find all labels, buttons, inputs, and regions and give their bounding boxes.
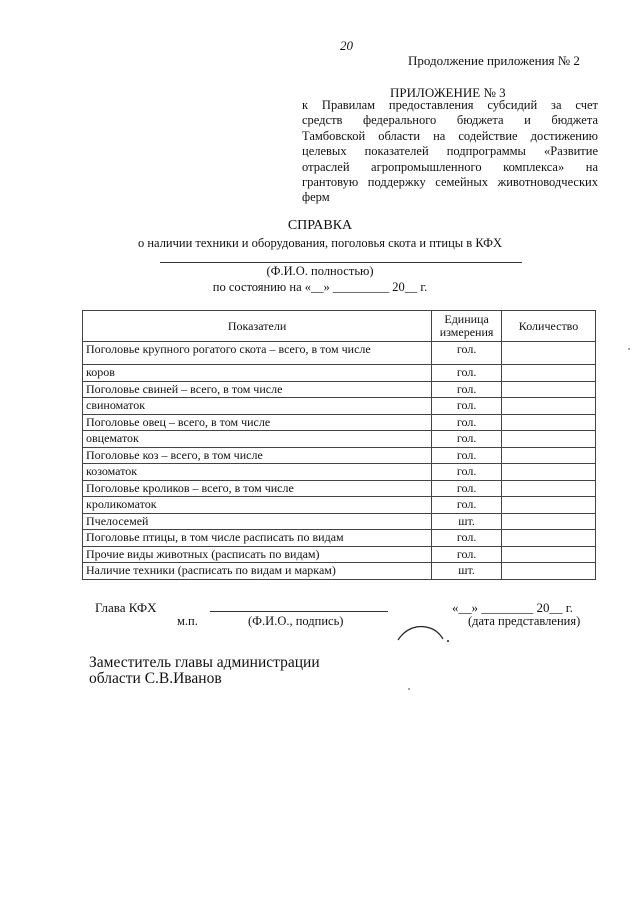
indicator-cell: кроликоматок	[83, 497, 432, 514]
indicator-cell: Наличие техники (расписать по видам и маркам)	[83, 563, 432, 580]
indicator-cell: Поголовье коз – всего, в том числе	[83, 447, 432, 464]
unit-cell: гол.	[432, 431, 502, 448]
reference-title: СПРАВКА	[287, 218, 353, 233]
quantity-cell	[502, 513, 596, 530]
head-label: Глава КФХ	[95, 600, 157, 615]
quantity-cell	[502, 480, 596, 497]
scan-speck	[628, 348, 630, 350]
appendix-line: грантовую поддержку семейных животноводческих	[302, 175, 598, 190]
unit-cell: гол.	[432, 464, 502, 481]
table-row	[83, 447, 596, 464]
indicator-cell: коров	[83, 365, 432, 382]
header-quantity: Количество	[502, 311, 596, 342]
quantity-cell	[502, 342, 596, 365]
appendix-line: целевых показателей подпрограммы «Развитие	[302, 144, 598, 159]
stamp-place-label: м.п.	[177, 614, 198, 628]
page-number: 20	[340, 38, 353, 53]
table-row	[83, 342, 596, 365]
table-row	[83, 497, 596, 514]
deputy-name: области С.В.Иванов	[89, 670, 222, 687]
submission-date-caption: (дата представления)	[468, 614, 581, 628]
deputy-title: Заместитель главы администрации	[89, 654, 320, 671]
indicator-cell: Поголовье свиней – всего, в том числе	[83, 381, 432, 398]
table-row	[83, 464, 596, 481]
table-body	[83, 342, 596, 580]
as-of-date-line: по состоянию на «__» _________ 20__ г.	[212, 280, 428, 294]
quantity-cell	[502, 398, 596, 415]
header-indicator: Показатели	[83, 311, 432, 342]
table-row	[83, 563, 596, 580]
table-row	[83, 381, 596, 398]
appendix-line: средств федерального бюджета и бюджета	[302, 113, 598, 128]
unit-cell: гол.	[432, 342, 502, 365]
fio-fill-line	[160, 262, 522, 263]
unit-cell: гол.	[432, 365, 502, 382]
quantity-cell	[502, 447, 596, 464]
continuation-label: Продолжение приложения № 2	[408, 53, 580, 68]
appendix-line: ферм	[302, 190, 330, 205]
signature-caption: (Ф.И.О., подпись)	[248, 614, 344, 628]
indicator-cell: свиноматок	[83, 398, 432, 415]
appendix-text	[302, 98, 598, 206]
header-unit: Единица измерения	[432, 311, 502, 342]
table-row	[83, 414, 596, 431]
quantity-cell	[502, 365, 596, 382]
appendix-line: к Правилам предоставления субсидий за счет	[302, 98, 598, 112]
unit-cell: гол.	[432, 414, 502, 431]
quantity-cell	[502, 497, 596, 514]
appendix-line: Тамбовской области на содействие достижению	[302, 128, 598, 143]
handwritten-signature	[396, 622, 456, 649]
table-row	[83, 480, 596, 497]
appendix-line: отраслей агропромышленного комплекса» на	[302, 159, 598, 174]
indicator-cell: Поголовье крупного рогатого скота – всего, в том числе	[83, 342, 432, 365]
fio-caption: (Ф.И.О. полностью)	[266, 264, 374, 278]
scan-speck	[408, 688, 410, 690]
indicator-cell: Пчелосемей	[83, 513, 432, 530]
signature-line	[210, 611, 388, 612]
indicator-cell: Поголовье овец – всего, в том числе	[83, 414, 432, 431]
unit-cell: гол.	[432, 497, 502, 514]
quantity-cell	[502, 563, 596, 580]
quantity-cell	[502, 431, 596, 448]
unit-cell: гол.	[432, 530, 502, 547]
unit-cell: гол.	[432, 447, 502, 464]
quantity-cell	[502, 414, 596, 431]
submission-date-blank: «__» ________ 20__ г.	[452, 600, 573, 615]
unit-cell: шт.	[432, 563, 502, 580]
quantity-cell	[502, 530, 596, 547]
table-row	[83, 431, 596, 448]
reference-subtitle: о наличии техники и оборудования, поголовья скота и птицы в КФХ	[137, 236, 503, 250]
quantity-cell	[502, 546, 596, 563]
quantity-cell	[502, 464, 596, 481]
indicator-cell: Поголовье птицы, в том числе расписать по видам	[83, 530, 432, 547]
indicator-cell: козоматок	[83, 464, 432, 481]
table-row	[83, 546, 596, 563]
unit-cell: гол.	[432, 480, 502, 497]
table-header-row	[83, 311, 596, 342]
indicator-cell: Прочие виды животных (расписать по видам)	[83, 546, 432, 563]
appendix-title: ПРИЛОЖЕНИЕ № 3	[390, 85, 506, 100]
indicator-cell: Поголовье кроликов – всего, в том числе	[83, 480, 432, 497]
table-row	[83, 530, 596, 547]
unit-cell: шт.	[432, 513, 502, 530]
unit-cell: гол.	[432, 381, 502, 398]
indicators-table	[82, 310, 596, 580]
table-row	[83, 365, 596, 382]
quantity-cell	[502, 381, 596, 398]
indicator-cell: овцематок	[83, 431, 432, 448]
table-row	[83, 398, 596, 415]
table-row	[83, 513, 596, 530]
unit-cell: гол.	[432, 546, 502, 563]
unit-cell: гол.	[432, 398, 502, 415]
